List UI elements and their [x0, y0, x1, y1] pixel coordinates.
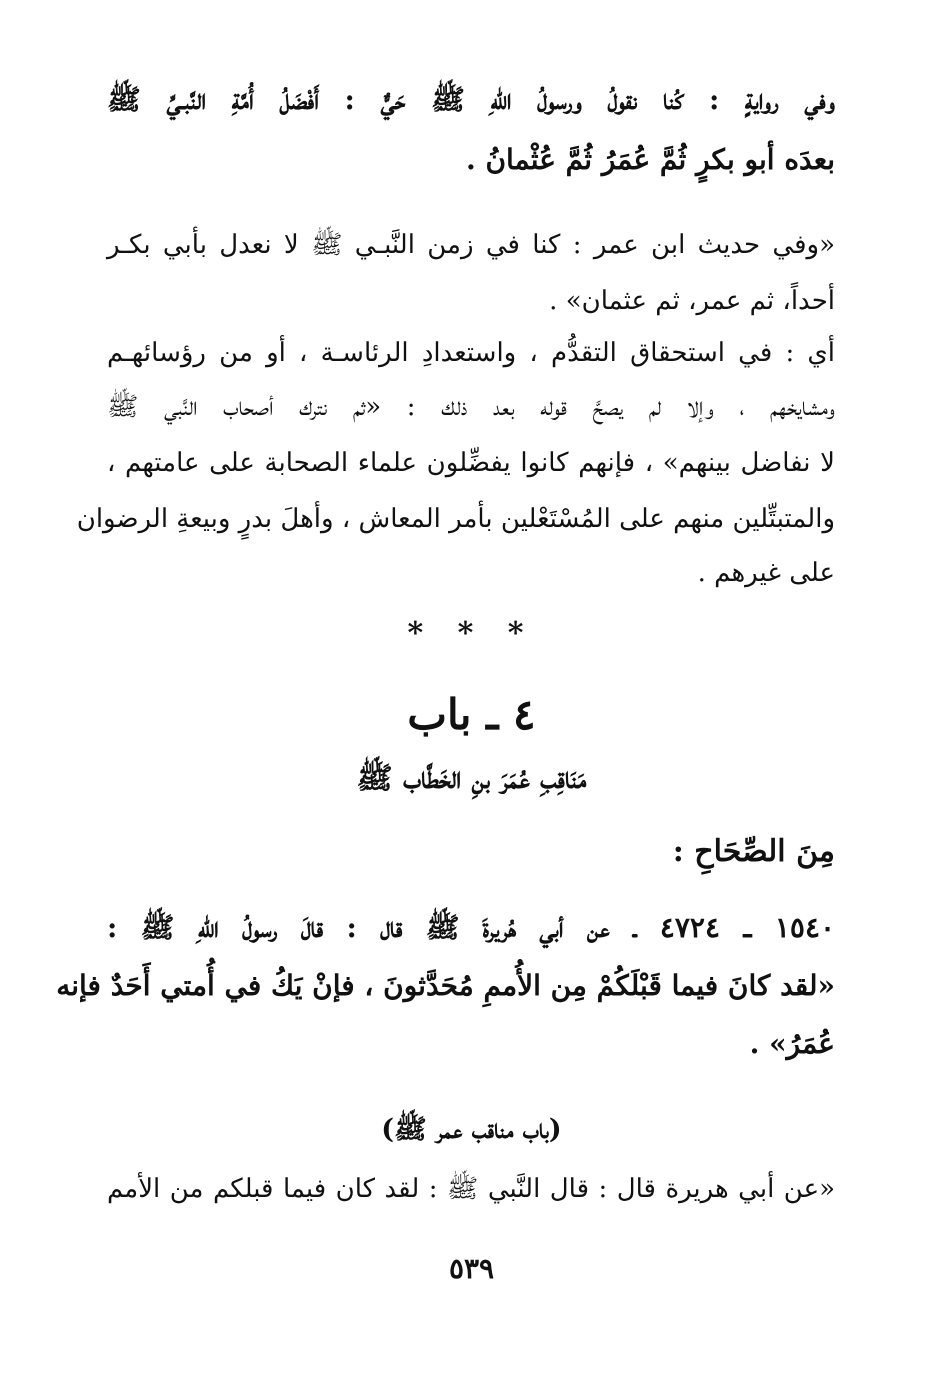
paragraph-3-line-3: لا نفاضل بينهم» ، فإنهم كانوا يفضِّلون علماء الصحابة على عامتهم ،: [107, 448, 835, 478]
section-label: مِنَ الصِّحَاحِ :: [672, 834, 835, 869]
hadith-1540-line-3: عُمَرُ» .: [749, 1027, 835, 1060]
commentary-line-1: «عن أبي هريرة قال : قال النَّبي ﷺ : لقد كان فيما قبلكم من الأمم: [107, 1174, 835, 1204]
chapter-subtitle: مَنَاقِبِ عُمَرَ بنِ الخَطَّاب ﷺ: [356, 761, 587, 796]
paragraph-1-line-2: بعدَه أبو بكرٍ ثُمَّ عُمَرُ ثُمَّ عُثْمانُ .: [465, 143, 835, 176]
hadith-1540-line-1: ١٥٤٠ ـ ٤٧٢٤ ـ عن أبي هُريرةَ ﷺ قال : قالَ رسولُ اللهِ ﷺ :: [107, 911, 836, 944]
paragraph-3-line-2: ومشايخهم ، وإلا لم يصحَّ قوله بعد ذلك : «ثم نترك أصحاب النَّبي ﷺ: [107, 392, 835, 422]
hadith-heading: (باب مناقب عمر ﷺ): [381, 1114, 562, 1145]
section-separator: * * *: [407, 616, 536, 651]
paragraph-3-line-4: والمتبتِّلين منهم على المُسْتَعْلين بأمر المعاش ، وأهلَ بدرٍ وبيعةِ الرضوان: [76, 504, 835, 534]
hadith-1540-line-2: «لقد كانَ فيما قَبْلَكُمْ مِن الأُممِ مُحَدَّثونَ ، فإنْ يَكُ في أُمتي أَحَدٌ فإنه: [56, 969, 835, 1002]
paragraph-3-line-1: أي : في استحقاق التقدُّم ، واستعدادِ الرئاسـة ، أو من رؤسائهـم: [107, 338, 835, 368]
chapter-title: ٤ ـ باب: [407, 690, 536, 739]
paragraph-2-line-1: «وفي حديث ابن عمر : كنا في زمن النَّبـي ﷺ لا نعدل بأبي بكـر: [107, 230, 835, 260]
paragraph-3-line-5: على غيرهم .: [697, 558, 835, 588]
paragraph-2-line-2: أحداً، ثم عمر، ثم عثمان» .: [549, 286, 835, 316]
paragraph-1-line-1: وفي روايةٍ : كُنا نقولُ ورسولُ اللهِ ﷺ حَيٌّ : أَفْضَلُ أُمَّةِ النَّبـيِّ ﷺ: [107, 83, 835, 116]
page-number: ٥٣٩: [448, 1252, 495, 1285]
